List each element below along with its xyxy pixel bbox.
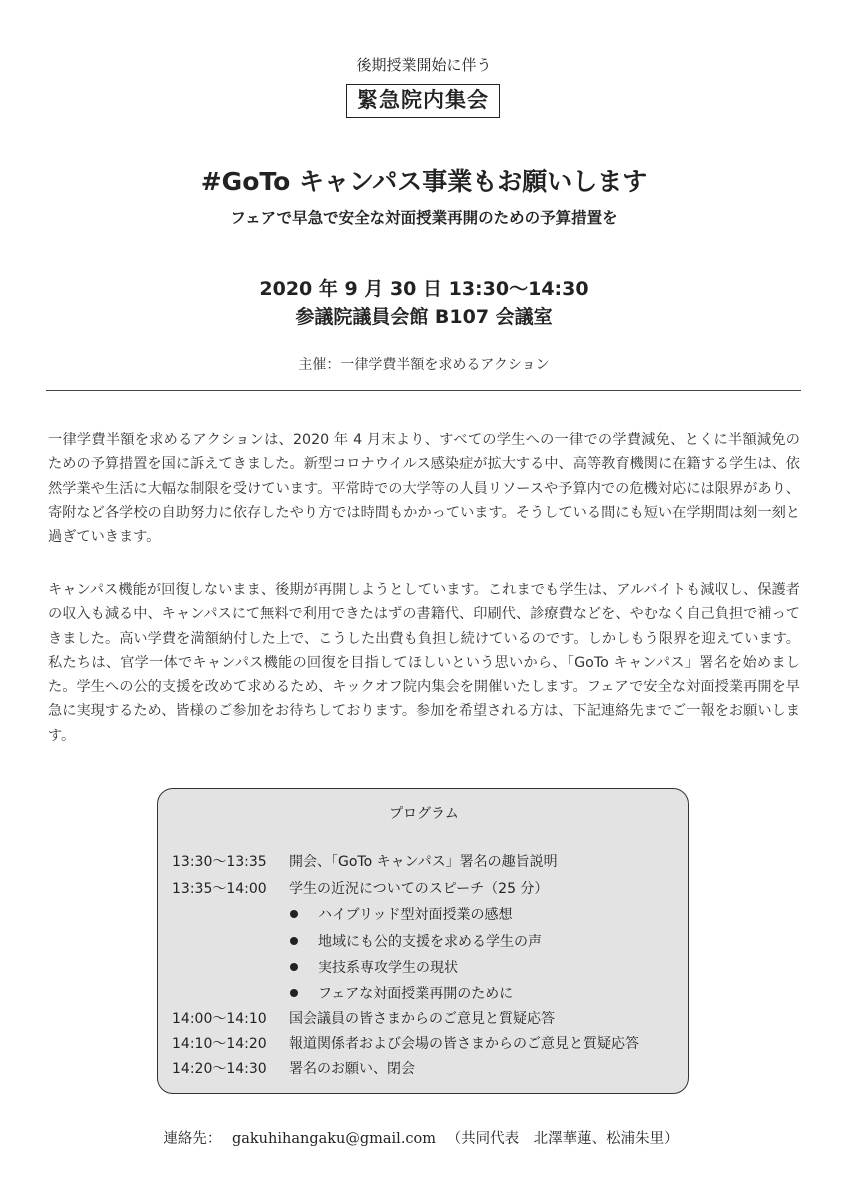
- contact-email[interactable]: gakuhihangaku@gmail.com: [231, 1131, 437, 1147]
- bullet-icon: [290, 910, 298, 918]
- contact-line: [0, 1127, 848, 1148]
- pretitle: 後期授業開始に伴う: [356, 56, 492, 74]
- program-row: [172, 1009, 555, 1029]
- program-time: 13:35〜14:00: [172, 881, 267, 897]
- main-subtitle: フェアで早急で安全な対面授業再開のための予算措置を: [230, 209, 618, 227]
- program-time: 14:10〜14:20: [172, 1036, 267, 1052]
- program-row: [172, 852, 558, 872]
- program-bullet: [290, 905, 512, 925]
- program-row: [172, 1059, 415, 1079]
- bullet-text: ハイブリッド型対面授業の感想: [318, 907, 513, 923]
- program-title: プログラム: [389, 806, 459, 822]
- bullet-icon: [290, 989, 298, 997]
- bullet-text: フェアな対面授業再開のために: [318, 986, 514, 1002]
- organizer: 主催：一律学費半額を求めるアクション: [298, 357, 550, 373]
- contact-label: 連絡先：: [163, 1131, 222, 1147]
- bullet-icon: [290, 963, 298, 971]
- body-paragraph-2: キャンパス機能が回復しないまま、後期が再開しようとしています。これまでも学生は、アルバイトも減収し、保護者の収入も減る中、キャンパスにて無料で利用できたはずの書籍代、印刷代、診療費などを、やむなく自己負担で補ってきました。高い学費を満額納付した上で、こうした出費も負担し続けているのです。しかしもう限界を迎えています。私たちは、官学一体でキャンパス機能の回復を目指してほしいという思いから、「GoTo キャンパス」署名を始めました。学生への公的支援を改めて求めるため、キックオフ院内集会を開催いたします。フェアで安全な対面授業再開を早急に実現するため、皆様のご参加をお待ちしております。参加を希望される方は、下記連絡先までご一報をお願いします。: [48, 582, 800, 744]
- body-paragraph-1: 一律学費半額を求めるアクションは、2020 年 4 月末より、すべての学生への一律での学費減免、とくに半額減免のための予算措置を国に訴えてきました。新型コロナウイルス感染症が拡大する中、高等教育機関に在籍する学生は、依然学業や生活に大幅な制限を受けています。平常時での大学等の人員リソースや予算内での危機対応には限界があり、寄附など各学校の自助努力に依存したやり方では時間もかかっています。そうしている間にも短い在学期間は刻一刻と過ぎていきます。: [48, 432, 800, 546]
- program-row: [172, 1034, 639, 1054]
- event-venue: 参議院議員会館 B107 会議室: [295, 306, 553, 328]
- contact-representatives: （共同代表 北澤華蓮、松浦朱里）: [446, 1131, 679, 1147]
- program-bullet: [290, 958, 458, 978]
- program-box: [157, 788, 689, 1094]
- program-item: 開会、「GoTo キャンパス」署名の趣旨説明: [289, 854, 558, 870]
- program-item: 署名のお願い、閉会: [289, 1061, 415, 1077]
- program-item: 報道関係者および会場の皆さまからのご意見と質疑応答: [289, 1036, 639, 1052]
- program-item: 国会議員の皆さまからのご意見と質疑応答: [289, 1011, 555, 1027]
- bullet-text: 実技系専攻学生の現状: [318, 960, 458, 976]
- bullet-icon: [290, 937, 298, 945]
- main-title: #GoTo キャンパス事業もお願いします: [200, 167, 648, 196]
- program-time: 13:30〜13:35: [172, 854, 267, 870]
- program-bullet: [290, 984, 513, 1004]
- divider: [46, 390, 801, 391]
- program-row: [172, 879, 548, 899]
- boxed-title: 緊急院内集会: [346, 84, 500, 118]
- event-date: 2020 年 9 月 30 日 13:30〜14:30: [259, 278, 589, 300]
- program-item: 学生の近況についてのスピーチ（25 分）: [289, 881, 549, 897]
- program-time: 14:20〜14:30: [172, 1061, 267, 1077]
- program-bullet: [290, 932, 542, 952]
- bullet-text: 地域にも公的支援を求める学生の声: [318, 934, 542, 950]
- program-time: 14:00〜14:10: [172, 1011, 267, 1027]
